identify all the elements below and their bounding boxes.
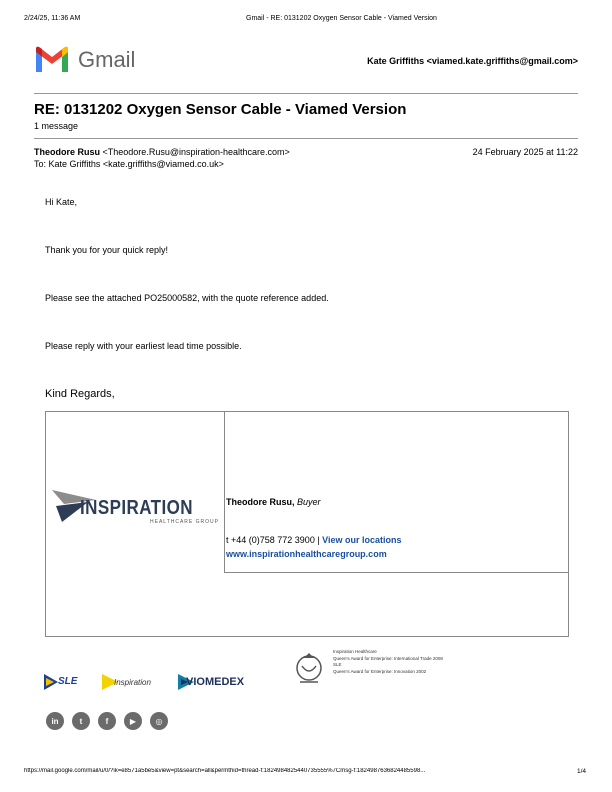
inspiration-brand-text: Inspiration <box>114 678 151 687</box>
account-email: Kate Griffiths <viamed.kate.griffiths@gmail.com> <box>367 56 578 66</box>
award-line: SLE <box>333 662 342 667</box>
linkedin-icon[interactable]: in <box>46 712 64 730</box>
instagram-icon[interactable]: ◎ <box>150 712 168 730</box>
message-from <box>34 147 290 157</box>
signature-name <box>226 497 321 507</box>
inspiration-logo-text: INSPIRATION <box>80 497 193 519</box>
view-locations-link[interactable]: View our locations <box>322 535 402 545</box>
divider <box>34 93 578 94</box>
body-line-3: Please reply with your earliest lead time possible. <box>45 341 242 351</box>
message-date: 24 February 2025 at 11:22 <box>472 147 578 157</box>
youtube-icon[interactable]: ▶ <box>124 712 142 730</box>
gmail-logo-icon <box>34 46 70 74</box>
sle-logo <box>44 672 84 692</box>
website-link[interactable]: www.inspirationhealthcaregroup.com <box>226 549 387 559</box>
sender-name: Theodore Rusu <box>34 147 101 157</box>
message-to: To: Kate Griffiths <kate.griffiths@viamed.co.uk> <box>34 159 224 169</box>
print-url: https://mail.google.com/mail/u/0/?ik=e8571a5be5&view=pt&search=all&permthid=thread-f:1824984825440735555%7Cmsg-f:1824987636824485598... <box>24 768 426 774</box>
thread-subject: RE: 0131202 Oxygen Sensor Cable - Viamed Version <box>34 101 407 118</box>
inspiration-logo-subtext: HEALTHCARE GROUP <box>150 519 219 525</box>
sender-email: <Theodore.Rusu@inspiration-healthcare.com> <box>102 147 290 157</box>
facebook-icon[interactable]: f <box>98 712 116 730</box>
queens-award-emblem-icon <box>292 652 326 688</box>
signature-contact <box>226 535 402 545</box>
closing: Kind Regards, <box>45 388 115 400</box>
page-number: 1/4 <box>577 768 587 775</box>
body-line-1: Thank you for your quick reply! <box>45 245 169 255</box>
greeting: Hi Kate, <box>45 197 78 207</box>
signature-phone: t +44 (0)758 772 3900 | <box>226 535 323 545</box>
inspiration-brand-logo <box>102 672 164 692</box>
divider <box>34 138 578 139</box>
signature-role: Buyer <box>297 497 321 507</box>
award-text <box>333 649 443 675</box>
body-line-2: Please see the attached PO25000582, with the quote reference added. <box>45 293 329 303</box>
viomedex-logo-text: VIOMEDEX <box>186 676 245 688</box>
viomedex-logo <box>178 672 258 692</box>
signature-name-text: Theodore Rusu, <box>226 497 298 507</box>
twitter-icon[interactable]: t <box>72 712 90 730</box>
award-line: Queen's Award for Enterprise: Innovation 2002 <box>333 668 427 674</box>
social-icons <box>46 712 168 730</box>
award-line: Inspiration Healthcare <box>333 649 377 654</box>
sle-logo-text: SLE <box>58 676 78 687</box>
message-count: 1 message <box>34 121 79 131</box>
print-datetime: 2/24/25, 11:36 AM <box>24 15 81 22</box>
print-title: Gmail - RE: 0131202 Oxygen Sensor Cable - Viamed Version <box>246 15 437 22</box>
gmail-logo-text: Gmail <box>78 47 136 72</box>
award-line: Queen's Award for Enterprise: International Trade 2008 <box>333 655 443 661</box>
